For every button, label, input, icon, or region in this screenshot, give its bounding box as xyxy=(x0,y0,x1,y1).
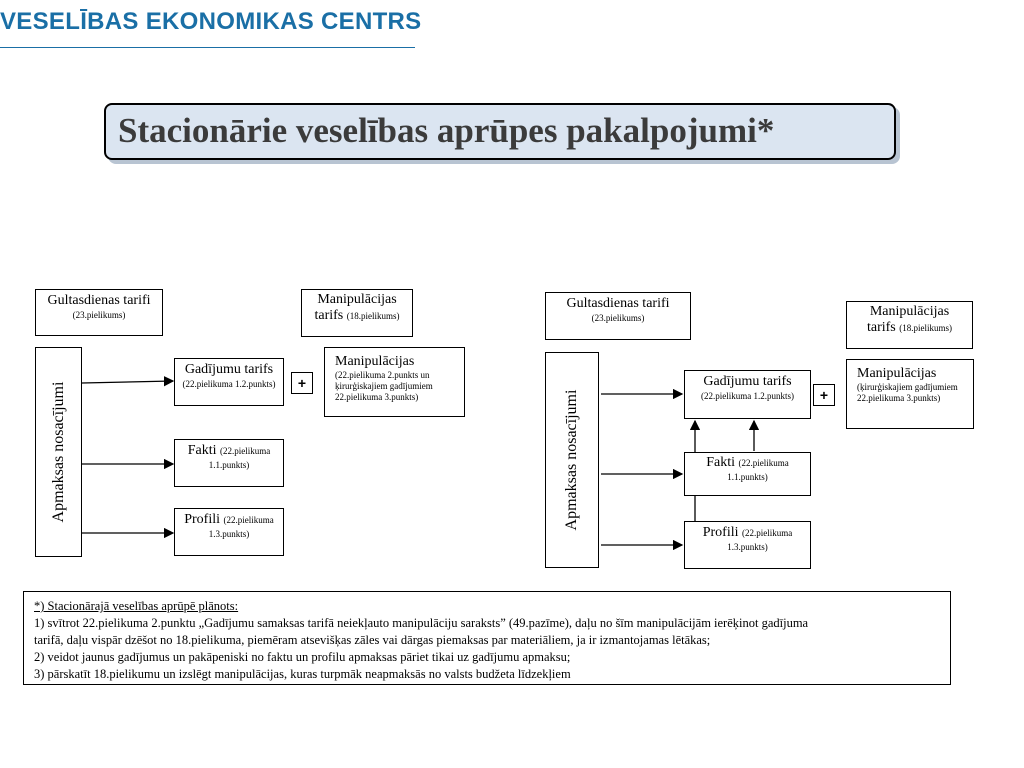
left-manipulacijas-ref: (22.pielikuma 2.punkts un ķirurģiskajiem gadījumiem 22.pielikuma 3.punkts) xyxy=(335,370,433,402)
footnote-line-2: 2) veidot jaunus gadījumus un pakāpeniski no faktu un profilu apmaksas pāriet tikai uz gadījumu apmaksu; xyxy=(34,650,571,664)
arrow-left-gadijumu xyxy=(82,381,173,383)
right-gultasdienas-box xyxy=(545,292,691,340)
right-gultasdienas-label: Gultasdienas tarifi xyxy=(566,296,670,311)
left-fakti-ref1: (22.pielikuma xyxy=(220,446,271,456)
right-profili-ref2: 1.3.punkts) xyxy=(727,542,768,552)
right-gultasdienas-ref: (23.pielikums) xyxy=(591,313,645,323)
left-profili-ref2: 1.3.punkts) xyxy=(208,529,250,539)
left-manip-tarifs-label2: tarifs xyxy=(314,308,344,323)
logo-text: VESELĪBAS EKONOMIKAS CENTRS xyxy=(0,8,422,35)
right-gadijumu-box xyxy=(684,370,811,419)
right-gadijumu-label: Gadījumu tarifs xyxy=(703,374,792,389)
left-fakti-ref2: 1.1.punkts) xyxy=(208,460,250,470)
right-profili-box xyxy=(684,521,811,569)
left-profili-box xyxy=(174,508,284,556)
left-manipulacijas-box xyxy=(324,347,465,417)
right-manip-tarifs-box xyxy=(846,301,973,349)
right-manip-tarifs-label2: tarifs xyxy=(866,320,896,335)
right-manip-tarifs-ref: (18.pielikums) xyxy=(899,323,952,333)
right-manip-tarifs-label1: Manipulācijas xyxy=(869,304,950,319)
right-fakti-ref1: (22.pielikuma xyxy=(738,458,789,468)
right-profili-ref1: (22.pielikuma xyxy=(742,528,793,538)
left-gadijumu-label: Gadījumu tarifs xyxy=(184,362,274,377)
left-manipulacijas-label: Manipulācijas xyxy=(335,354,415,369)
footnote-line-3: 3) pārskatīt 18.pielikumu un izslēgt manipulācijas, kuras turpmāk neapmaksās no valsts budžeta līdzekļiem xyxy=(34,667,571,681)
right-gadijumu-ref: (22.pielikuma 1.2.punkts) xyxy=(701,391,794,401)
right-manipulacijas-box xyxy=(846,359,974,429)
left-profili-label: Profili xyxy=(184,512,221,527)
page-title: Stacionārie veselības aprūpes pakalpojumi* xyxy=(118,111,775,150)
left-fakti-label: Fakti xyxy=(187,443,217,458)
logo xyxy=(0,8,422,48)
footnote-line-1b: tarifā, daļu vispār dzēšot no 18.pielikuma, piemēram atsevišķas zāles vai dārgas piemaksas par materiāliem, ja ir izmantojamas lētākas; xyxy=(34,633,711,647)
title-box xyxy=(104,103,896,160)
left-manip-tarifs-label1: Manipulācijas xyxy=(317,292,397,307)
right-fakti-label: Fakti xyxy=(706,455,736,470)
left-apmaksas-label: Apmaksas nosacījumi xyxy=(49,381,67,523)
footnote-line-1: 1) svītrot 22.pielikuma 2.punktu „Gadījumu samaksas tarifā neiekļauto manipulāciju saraksts” (49.pazīme), daļu no šīm manipulācijām ierēķinot gadījuma xyxy=(34,616,809,630)
left-gultasdienas-ref: (23.pielikums) xyxy=(72,310,126,320)
left-profili-ref1: (22.pielikuma xyxy=(223,515,274,525)
left-apmaksas-box xyxy=(35,347,82,557)
right-manipulacijas-label: Manipulācijas xyxy=(857,366,937,381)
right-apmaksas-box xyxy=(545,352,599,568)
right-manipulacijas-ref: (ķirurģiskajiem gadījumiem 22.pielikuma 3.punkts) xyxy=(857,382,958,403)
right-fakti-ref2: 1.1.punkts) xyxy=(727,472,768,482)
footnote-title: *) Stacionārajā veselības aprūpē plānots: xyxy=(34,599,239,613)
left-manip-tarifs-ref: (18.pielikums) xyxy=(346,311,400,321)
left-gadijumu-box xyxy=(174,358,284,406)
right-apmaksas-label: Apmaksas nosacījumi xyxy=(563,389,580,531)
left-gultasdienas-box xyxy=(35,289,163,336)
right-fakti-box xyxy=(684,452,811,496)
left-manip-tarifs-box xyxy=(301,289,413,337)
left-fakti-box xyxy=(174,439,284,487)
left-gultasdienas-label: Gultasdienas tarifi xyxy=(47,293,151,308)
right-plus-sign: + xyxy=(813,384,835,406)
left-plus-sign: + xyxy=(291,372,313,394)
left-gadijumu-ref: (22.pielikuma 1.2.punkts) xyxy=(182,379,276,389)
footnote-box xyxy=(23,591,951,685)
right-profili-label: Profili xyxy=(702,525,739,540)
